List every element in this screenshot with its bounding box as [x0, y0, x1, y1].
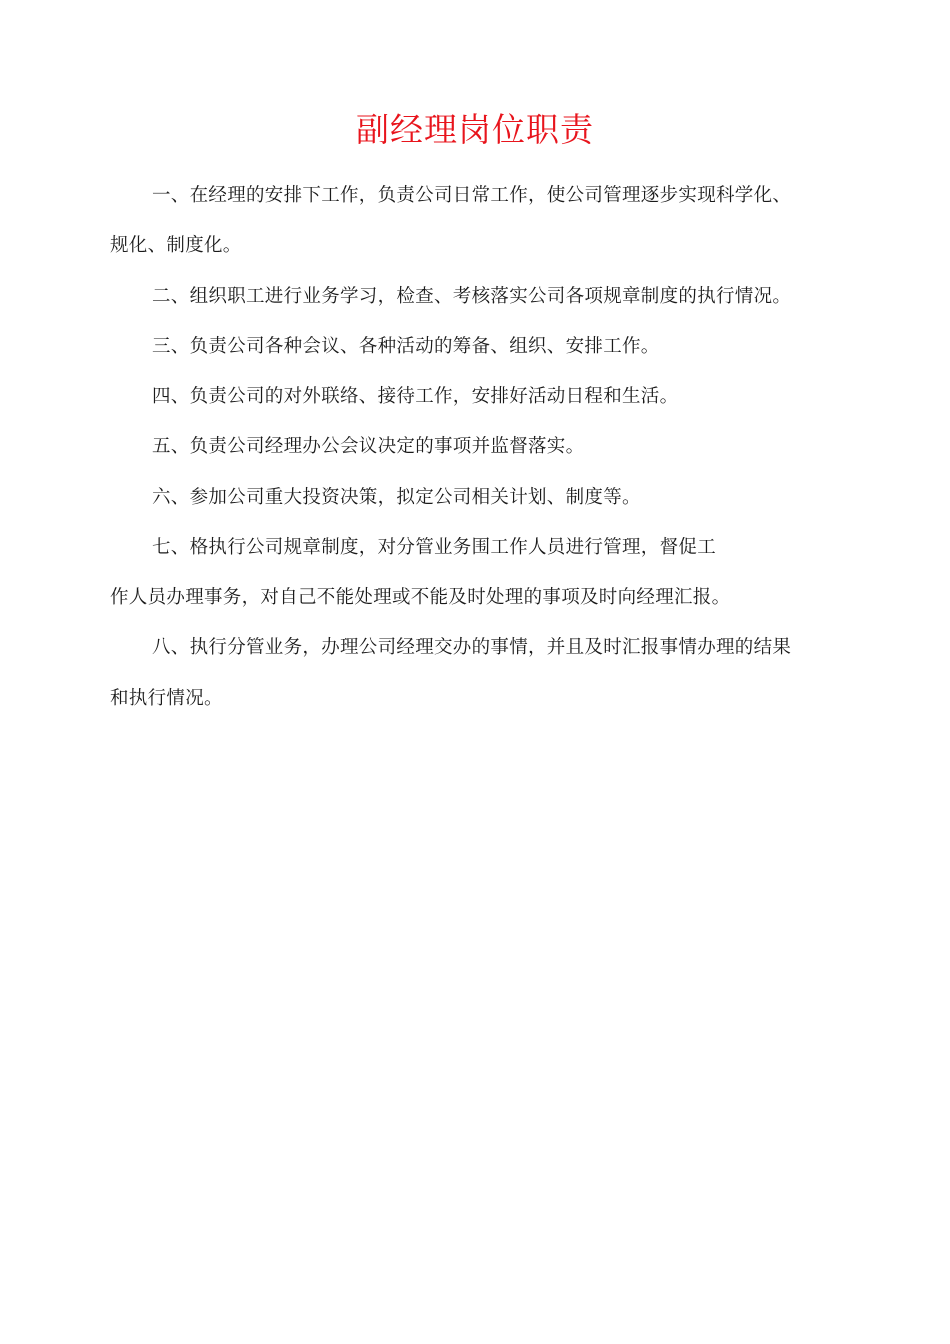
- document-title: 副经理岗位职责: [356, 110, 594, 149]
- duty-8-line-2: 和执行情况。: [110, 688, 223, 709]
- duty-1-line-1: 一、在经理的安排下工作，负责公司日常工作，使公司管理逐步实现科学化、: [152, 185, 792, 206]
- duty-3-line-1: 三、负责公司各种会议、各种活动的筹备、组织、安排工作。: [152, 336, 660, 357]
- duty-1-line-2: 规化、制度化。: [110, 235, 242, 256]
- duty-2-line-1: 二、组织职工进行业务学习，检查、考核落实公司各项规章制度的执行情况。: [152, 286, 792, 307]
- duty-4-line-1: 四、负责公司的对外联络、接待工作，安排好活动日程和生活。: [152, 386, 679, 407]
- duty-5-line-1: 五、负责公司经理办公会议决定的事项并监督落实。: [152, 436, 585, 457]
- duty-7-line-1: 七、格执行公司规章制度，对分管业务围工作人员进行管理，督促工: [152, 537, 717, 558]
- duty-6-line-1: 六、参加公司重大投资决策，拟定公司相关计划、制度等。: [152, 487, 641, 508]
- duty-8-line-1: 八、执行分管业务，办理公司经理交办的事情，并且及时汇报事情办理的结果: [152, 637, 792, 658]
- duty-7-line-2: 作人员办理事务，对自己不能处理或不能及时处理的事项及时向经理汇报。: [110, 587, 731, 608]
